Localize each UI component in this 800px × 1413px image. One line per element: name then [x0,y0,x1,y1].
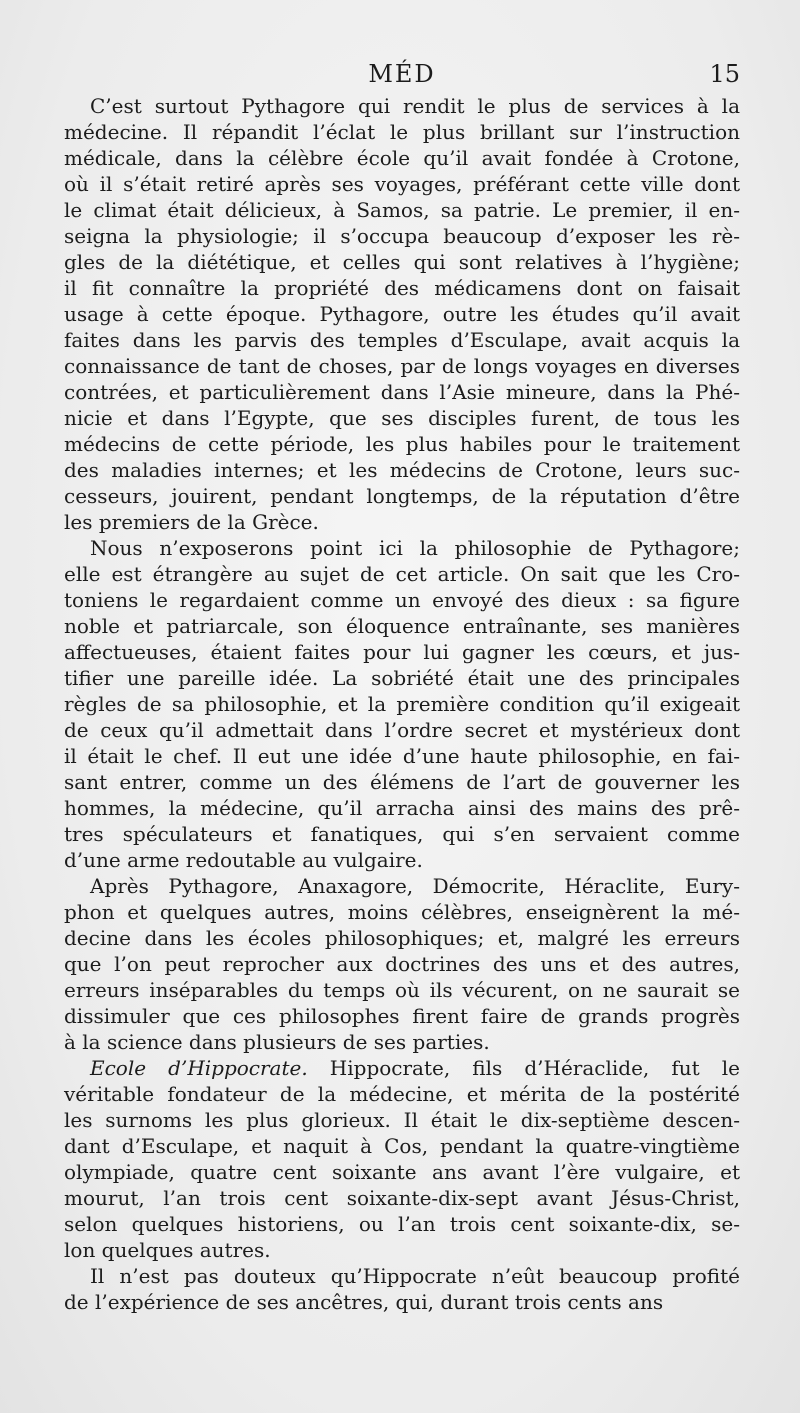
text-line: cesseurs, jouirent, pendant longtemps, de la réputation d’être [64,484,740,508]
text-line: les surnoms les plus glorieux. Il était le dix-septième descen- [64,1108,740,1132]
text-line: il était le chef. Il eut une idée d’une haute philosophie, en fai- [64,744,740,768]
text-line: des maladies internes; et les médecins de Crotone, leurs suc- [64,458,740,482]
text-line: erreurs inséparables du temps où ils vécurent, on ne saurait se [64,978,740,1002]
text-line: decine dans les écoles philosophiques; et, malgré les erreurs [64,926,740,950]
text-line: sant entrer, comme un des élémens de l’art de gouverner les [64,770,740,794]
section-title: Ecole d’Hippocrate. [90,1056,308,1080]
text-line: toniens le regardaient comme un envoyé des dieux : sa figure [64,588,740,612]
text-line: mourut, l’an trois cent soixante-dix-sept avant Jésus-Christ, [64,1186,740,1210]
text-line: gles de la diététique, et celles qui sont relatives à l’hygiène; [64,250,740,274]
text-line: les premiers de la Grèce. [64,510,319,534]
text-line: d’une arme redoutable au vulgaire. [64,848,423,872]
text-line: tifier une pareille idée. La sobriété était une des principales [64,666,740,690]
text-line: Nous n’exposerons point ici la philosophie de Pythagore; [90,536,740,560]
text-line [64,1055,740,1081]
text-line: contrées, et particulièrement dans l’Asie mineure, dans la Phé- [64,380,740,404]
text-line: elle est étrangère au sujet de cet article. On sait que les Cro- [64,562,740,586]
paragraph [64,1055,740,1263]
text-line: où il s’était retiré après ses voyages, préférant cette ville dont [64,172,740,196]
text-line: véritable fondateur de la médecine, et mérita de la postérité [64,1082,740,1106]
body-text [64,93,740,1315]
text-line: usage à cette époque. Pythagore, outre les études qu’il avait [64,302,740,326]
text-line: phon et quelques autres, moins célèbres, enseignèrent la mé- [64,900,740,924]
text-line: de ceux qu’il admettait dans l’ordre secret et mystérieux dont [64,718,740,742]
text-line: olympiade, quatre cent soixante ans avant l’ère vulgaire, et [64,1160,740,1184]
paragraph [64,873,740,1055]
running-head: MÉD [368,60,436,88]
text-line: à la science dans plusieurs de ses parties. [64,1030,490,1054]
text-line: médicale, dans la célèbre école qu’il avait fondée à Crotone, [64,146,740,170]
text-line: selon quelques historiens, ou l’an trois cent soixante-dix, se- [64,1212,740,1236]
text-line: le climat était délicieux, à Samos, sa patrie. Le premier, il en- [64,198,740,222]
text-line-rest: Hippocrate, fils d’Héraclide, fut le [307,1056,740,1080]
text-line: C’est surtout Pythagore qui rendit le plus de services à la [90,94,740,118]
text-line: lon quelques autres. [64,1238,271,1262]
text-line: faites dans les parvis des temples d’Esculape, avait acquis la [64,328,740,352]
text-line: seigna la physiologie; il s’occupa beaucoup d’exposer les rè- [64,224,740,248]
text-line: médecins de cette période, les plus habiles pour le traitement [64,432,740,456]
text-line: connaissance de tant de choses, par de longs voyages en diverses [64,354,740,378]
paragraph [64,1263,740,1315]
paragraph [64,93,740,535]
text-line: Il n’est pas douteux qu’Hippocrate n’eût beaucoup profité [90,1264,740,1288]
paragraph [64,535,740,873]
text-line: tres spéculateurs et fanatiques, qui s’en servaient comme [64,822,740,846]
text-line: affectueuses, étaient faites pour lui gagner les cœurs, et jus- [64,640,740,664]
text-line: il fit connaître la propriété des médicamens dont on faisait [64,276,740,300]
text-line: de l’expérience de ses ancêtres, qui, durant trois cents ans [64,1290,664,1314]
page-number: 15 [709,60,740,88]
text-line: dissimuler que ces philosophes firent faire de grands progrès [64,1004,740,1028]
text-line: hommes, la médecine, qu’il arracha ainsi des mains des prê- [64,796,740,820]
page-header [64,56,740,92]
text-line: médecine. Il répandit l’éclat le plus brillant sur l’instruction [64,120,740,144]
text-line: que l’on peut reprocher aux doctrines des uns et des autres, [64,952,740,976]
text-line: règles de sa philosophie, et la première condition qu’il exigeait [64,692,740,716]
text-line: dant d’Esculape, et naquit à Cos, pendant la quatre-vingtième [64,1134,740,1158]
text-line: Après Pythagore, Anaxagore, Démocrite, Héraclite, Eury- [90,874,740,898]
text-line: noble et patriarcale, son éloquence entraînante, ses manières [64,614,740,638]
text-line: nicie et dans l’Egypte, que ses disciples furent, de tous les [64,406,740,430]
